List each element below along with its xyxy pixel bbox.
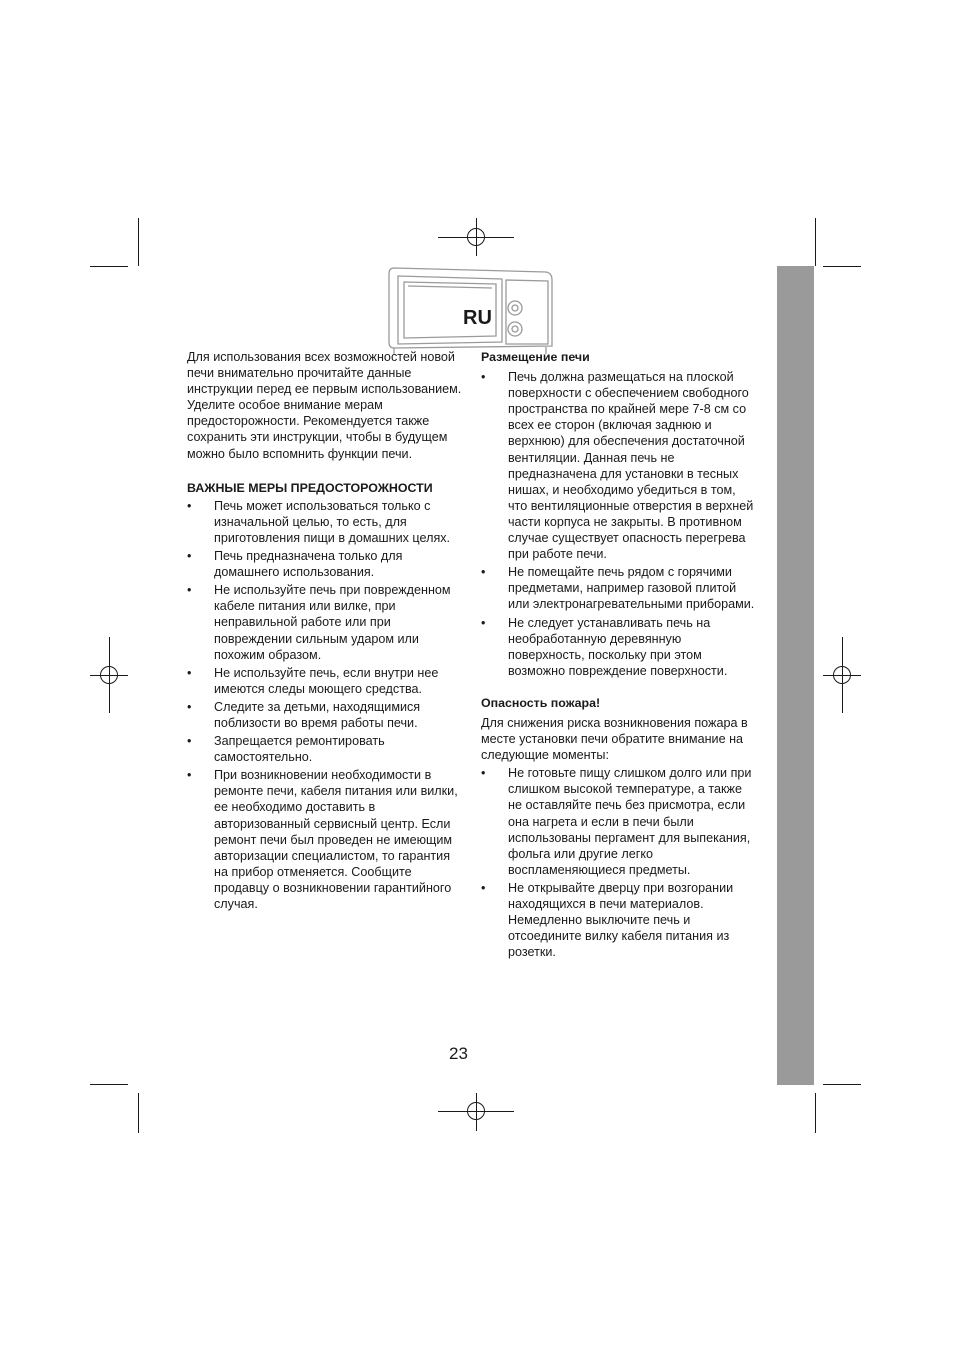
list-item: • Печь предназначена только для домашнего использования.	[187, 549, 403, 580]
safety-list	[187, 498, 462, 912]
list-item: • Не следует устанавливать печь на необработанную деревянную поверхность, поскольку при этом возможно повреждение поверхности.	[481, 615, 728, 678]
fire-list	[481, 765, 757, 960]
list-item: • Печь может использоваться только с изначальной целью, то есть, для приготовления пищи в домашних целях.	[187, 498, 451, 545]
fire-heading: Опасность пожара!	[481, 695, 601, 710]
list-item: • Не помещайте печь рядом с горячими предметами, например газовой плитой или электронагревательными приборами.	[481, 565, 755, 612]
list-item: • При возникновении необходимости в ремонте печи, кабеля питания или вилки, ее необходимо доставить в авторизованный сервисный центр. Если ремонт печи был проведен не имеющим авторизации специалистом, то гарантия на прибор отменяется. Сообщите продавцу о возникновении гарантийного случая.	[187, 768, 458, 911]
side-tab-bar	[777, 266, 814, 1085]
list-item: • Не используйте печь, если внутри нее имеются следы моющего средства.	[187, 665, 439, 696]
list-item: • Не открывайте дверцу при возгорании находящихся в печи материалов. Немедленно выключите печь и отсоедините вилку кабеля питания из розетки.	[481, 880, 734, 960]
intro-paragraph: Для использования всех возможностей новой печи внимательно прочитайте данные инструкции перед ее первым использованием. Уделите особое внимание мерам предосторожности. Рекомендуется также сохранить эти инструкции, чтобы в будущем можно было вспомнить функции печи.	[187, 350, 462, 461]
list-item: • Не используйте печь при поврежденном кабеле питания или вилке, при неправильной работе или при повреждении сильным ударом или похожим образом.	[187, 583, 451, 662]
list-item: • Печь должна размещаться на плоской поверхности с обеспечением свободного пространства по крайней мере 7-8 см со всех ее сторон (включая заднюю и верхнюю) для обеспечения достаточной вентиляции. Данная печь не предназначена для установки в тесных нишах, и необходимо убедиться в том, что вентиляционные отверстия в верхней части корпуса не закрыты. В противном случае существует опасность перегрева при работе печи.	[481, 370, 754, 562]
list-item: • Запрещается ремонтировать самостоятельно.	[187, 734, 385, 765]
placement-heading: Размещение печи	[481, 350, 590, 364]
left-column	[187, 349, 462, 914]
safety-heading: ВАЖНЫЕ МЕРЫ ПРЕДОСТОРОЖНОСТИ	[187, 480, 433, 495]
language-label: RU	[463, 307, 492, 329]
placement-list	[481, 369, 757, 679]
right-column	[481, 349, 757, 962]
list-item: • Не готовьте пищу слишком долго или при слишком высокой температуре, а также не оставляйте печь без присмотра, если она нагрета и если в печи были использованы пергамент для выпекания, фольга или другие легко воспламеняющиеся предметы.	[481, 766, 752, 877]
fire-intro-paragraph: Для снижения риска возникновения пожара в месте установки печи обратите внимание на следующие моменты:	[481, 715, 748, 763]
list-item: • Следите за детьми, находящимися поблизости во время работы печи.	[187, 699, 421, 730]
page-number: 23	[449, 1044, 468, 1063]
